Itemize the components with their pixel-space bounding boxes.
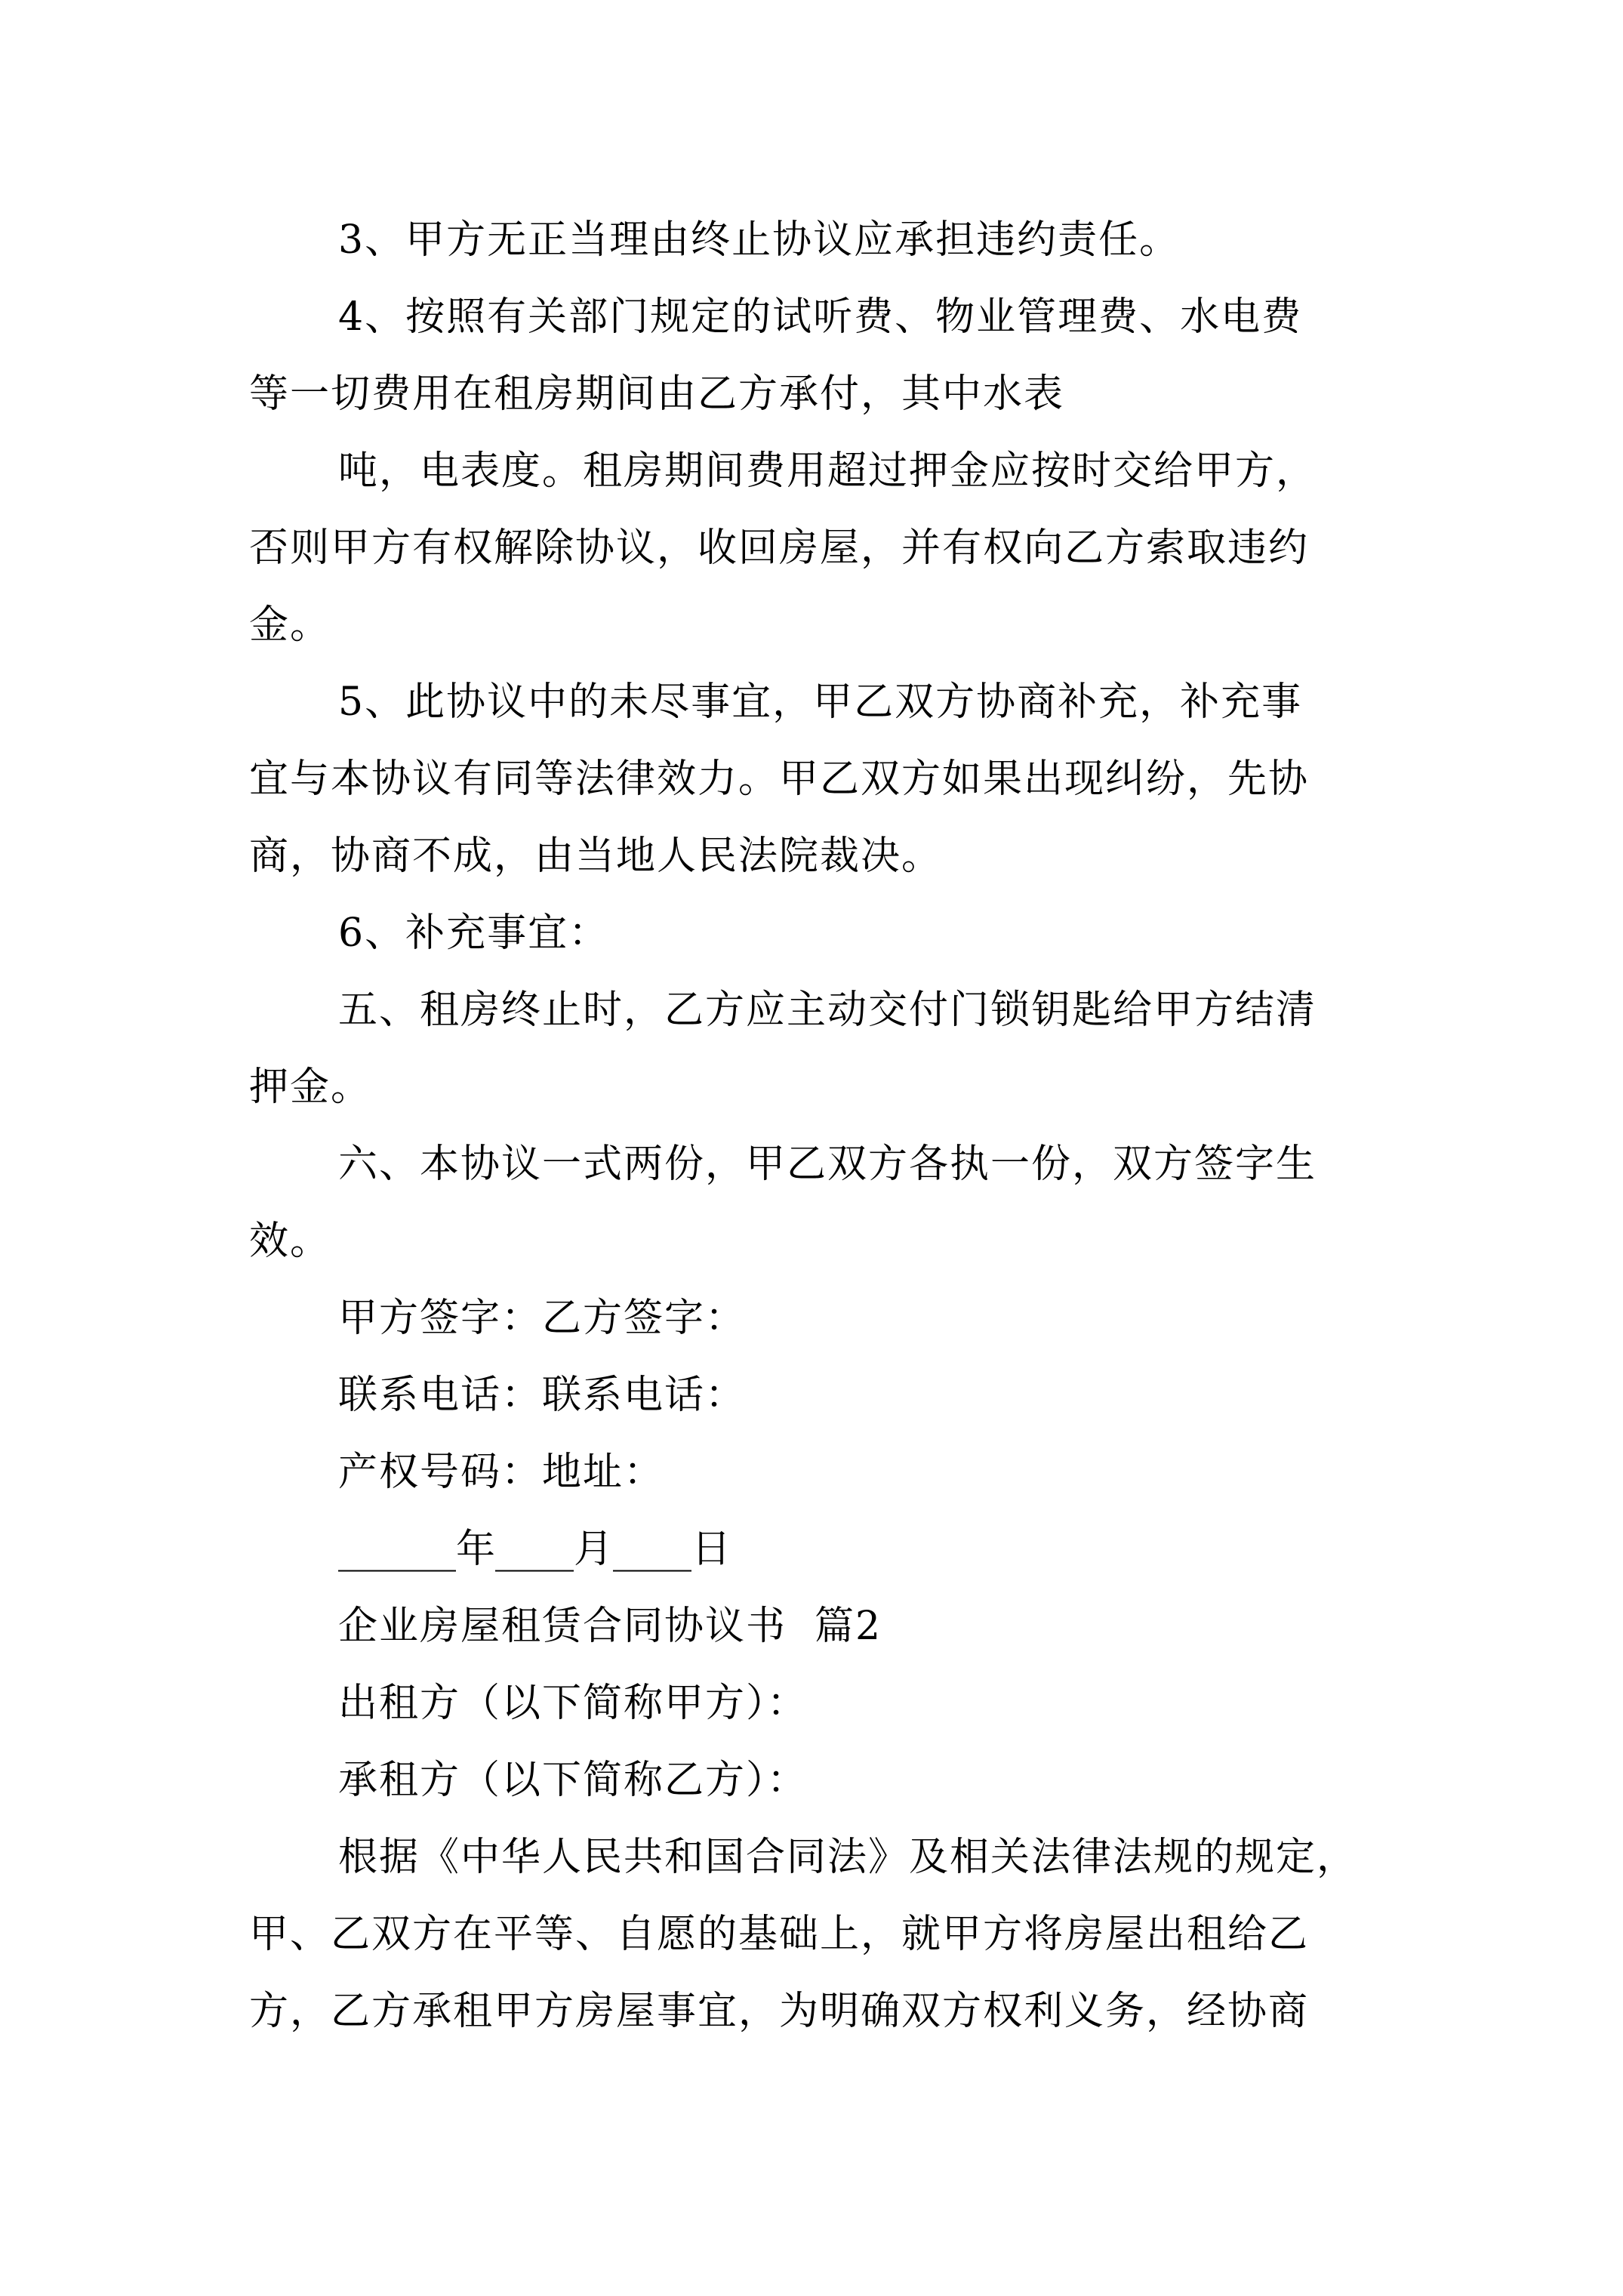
clause-4-line-3: 吨，电表度。租房期间费用超过押金应按时交给甲方， xyxy=(338,448,1317,494)
clause-4-line-4: 否则甲方有权解除协议，收回房屋，并有权向乙方索取违约 xyxy=(249,525,1310,571)
section-6-line-2: 效。 xyxy=(249,1219,331,1264)
section-heading: 企业房屋租赁合同协议书 篇2 xyxy=(338,1604,882,1649)
clause-4-line-1: 4、按照有关部门规定的试听费、物业管理费、水电费 xyxy=(338,294,1303,340)
clause-6-line: 6、补充事宜： xyxy=(338,911,610,956)
section-6-line-1: 六、本协议一式两份，甲乙双方各执一份，双方签字生 xyxy=(338,1142,1317,1187)
clause-5-line-2: 宜与本协议有同等法律效力。甲乙双方如果出现纠纷，先协 xyxy=(249,757,1310,802)
preamble-line-3: 方，乙方承租甲方房屋事宜，为明确双方权利义务，经协商 xyxy=(249,1989,1310,2034)
clause-5-line-1: 5、此协议中的未尽事宜，甲乙双方协商补充，补充事 xyxy=(338,680,1303,725)
section-5-line-1: 五、租房终止时，乙方应主动交付门锁钥匙给甲方结清 xyxy=(338,988,1317,1033)
clause-4-line-2: 等一切费用在租房期间由乙方承付，其中水表 xyxy=(249,371,1065,417)
clause-5-line-3: 商，协商不成，由当地人民法院裁决。 xyxy=(249,834,943,879)
clause-3-line-1: 3、甲方无正当理由终止协议应承担违约责任。 xyxy=(338,217,1181,263)
lessor-line: 出租方（以下简称甲方）： xyxy=(338,1681,808,1726)
preamble-line-1: 根据《中华人民共和国合同法》及相关法律法规的规定， xyxy=(338,1835,1358,1880)
clause-4-line-5: 金。 xyxy=(249,603,331,648)
property-address-line: 产权号码：地址： xyxy=(338,1450,665,1495)
phone-line: 联系电话：联系电话： xyxy=(338,1373,747,1418)
preamble-line-2: 甲、乙双方在平等、自愿的基础上，就甲方将房屋出租给乙 xyxy=(249,1912,1310,1957)
lessee-line: 承租方（以下简称乙方）： xyxy=(338,1758,808,1803)
signature-line: 甲方签字：乙方签字： xyxy=(338,1296,747,1341)
section-5-line-2: 押金。 xyxy=(249,1065,372,1110)
date-line: ______年____月____日 xyxy=(338,1527,731,1572)
